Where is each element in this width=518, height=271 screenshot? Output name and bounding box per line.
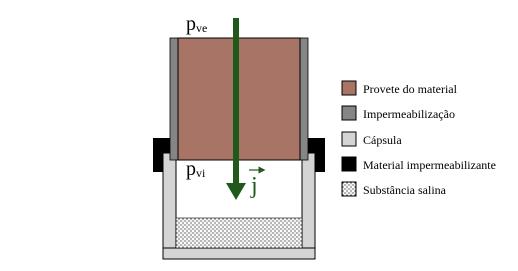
legend-label-specimen: Provete do material <box>363 82 457 96</box>
legend-item-waterproofing <box>342 106 455 121</box>
legend-swatch-sealant <box>342 157 356 171</box>
legend-item-sealant <box>342 157 496 172</box>
waterproofing-left <box>170 38 178 160</box>
legend-swatch-salt <box>342 182 356 196</box>
legend-item-salt <box>342 182 447 197</box>
flux-vector-symbol: j <box>251 173 258 199</box>
legend-label-waterproofing: Impermeabilização <box>363 107 455 121</box>
legend-label-capsule: Cápsula <box>363 133 402 147</box>
pressure-inside-label: pvi <box>186 158 206 180</box>
legend-label-sealant: Material impermeabilizante <box>363 158 496 172</box>
flux-arrow-head <box>226 183 246 200</box>
waterproofing-right <box>300 38 308 160</box>
legend-swatch-waterproofing <box>342 106 356 120</box>
legend <box>342 81 496 197</box>
legend-label-salt: Substância salina <box>363 183 446 197</box>
legend-item-capsule <box>342 132 402 147</box>
flux-vector-label <box>249 170 262 199</box>
legend-swatch-capsule <box>342 132 356 146</box>
capsule-right-wall <box>302 153 315 259</box>
capsule-left-wall <box>163 153 176 259</box>
pressure-outside-label: pve <box>186 13 208 35</box>
salt-substance <box>176 218 302 248</box>
capsule-bottom <box>163 248 315 259</box>
legend-swatch-specimen <box>342 81 356 95</box>
legend-item-specimen <box>342 81 458 96</box>
